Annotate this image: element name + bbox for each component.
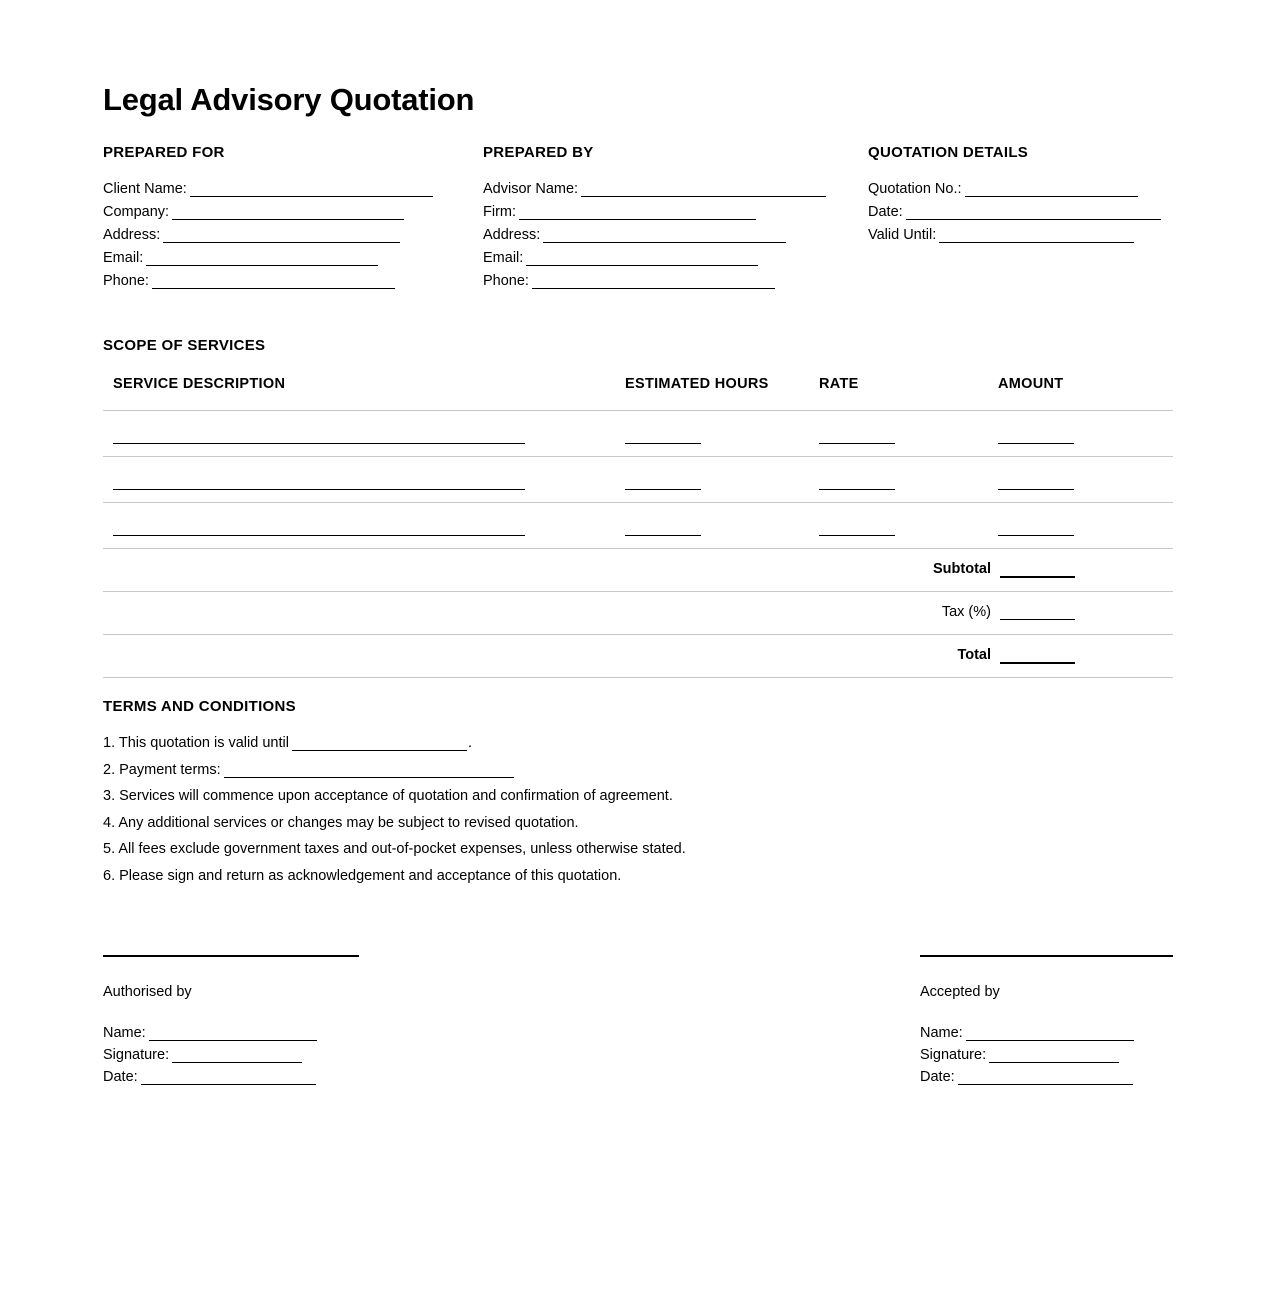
field-input-line[interactable] [965, 183, 1138, 197]
services-table [103, 376, 1173, 678]
service-description-input[interactable] [113, 535, 525, 536]
field-input-line[interactable] [141, 1071, 316, 1085]
terms-and-conditions-heading: TERMS AND CONDITIONS [103, 698, 296, 715]
service-description-input[interactable] [113, 443, 525, 444]
prepared-for-fields [103, 178, 483, 293]
form-field [920, 1066, 1173, 1088]
field-input-line[interactable] [543, 229, 786, 243]
form-field [483, 201, 868, 224]
services-table-header [103, 376, 1173, 411]
field-label: Phone: [103, 273, 149, 289]
term-text-suffix: . [467, 735, 472, 751]
form-field [103, 201, 483, 224]
totals-row [103, 592, 1173, 635]
totals-row [103, 549, 1173, 592]
services-table-body [103, 411, 1173, 549]
quotation-details-block [868, 144, 1173, 247]
field-label: Quotation No.: [868, 181, 962, 197]
estimated-hours-input[interactable] [625, 535, 701, 536]
form-field [103, 247, 483, 270]
term-number: 5. [103, 841, 119, 857]
totals-row [103, 635, 1173, 678]
field-label: Email: [483, 250, 524, 266]
field-label: Address: [103, 227, 161, 243]
field-input-line[interactable] [906, 206, 1161, 220]
form-field [103, 270, 483, 293]
header-columns [103, 144, 1173, 309]
field-label: Client Name: [103, 181, 187, 197]
column-header-estimated-hours: ESTIMATED HOURS [625, 376, 769, 392]
prepared-by-block [483, 144, 868, 293]
totals-label: Tax (%) [941, 604, 991, 620]
field-input-line[interactable] [149, 1027, 317, 1041]
form-field [483, 224, 868, 247]
prepared-by-fields [483, 178, 868, 293]
column-header-amount: AMOUNT [998, 376, 1064, 392]
term-number: 2. [103, 761, 120, 778]
rate-input[interactable] [819, 535, 895, 536]
form-field [103, 224, 483, 247]
field-label: Signature: [103, 1047, 170, 1063]
amount-input[interactable] [998, 535, 1074, 536]
prepared-for-block [103, 144, 483, 293]
term-text: Any additional services or changes may be subject to revised quotation. [118, 814, 579, 831]
form-field [868, 224, 1173, 247]
field-input-line[interactable] [526, 252, 758, 266]
field-input-line[interactable] [532, 275, 775, 289]
form-field [103, 1022, 359, 1044]
field-label: Signature: [920, 1047, 987, 1063]
field-label: Company: [103, 204, 170, 220]
scope-of-services-heading: SCOPE OF SERVICES [103, 337, 266, 354]
field-input-line[interactable] [989, 1049, 1119, 1063]
amount-input[interactable] [998, 489, 1074, 490]
accepted-signature-block [920, 955, 1173, 1088]
form-field [483, 178, 868, 201]
term-input-line[interactable] [292, 737, 467, 751]
authorised-fields [103, 1022, 359, 1088]
field-label: Valid Until: [868, 227, 937, 243]
term-text: Payment terms: [119, 761, 221, 778]
accepted-by-label: Accepted by [920, 984, 1000, 1000]
quotation-details-heading: QUOTATION DETAILS [868, 144, 1029, 161]
term-item [103, 783, 1003, 810]
form-field [868, 178, 1173, 201]
term-text: This quotation is valid until [118, 735, 289, 751]
totals-label: Total [957, 647, 991, 663]
amount-input[interactable] [998, 443, 1074, 444]
signature-rule [103, 955, 359, 957]
term-number: 3. [103, 788, 120, 804]
estimated-hours-input[interactable] [625, 443, 701, 444]
term-text: Services will commence upon acceptance of quotation and confirmation of agreement. [119, 788, 673, 804]
form-field [103, 178, 483, 201]
form-field [868, 201, 1173, 224]
services-table-totals [103, 549, 1173, 678]
totals-value-input[interactable] [1000, 662, 1075, 664]
rate-input[interactable] [819, 489, 895, 490]
accepted-fields [920, 1022, 1173, 1088]
term-number: 1. [103, 735, 119, 751]
field-input-line[interactable] [958, 1071, 1133, 1085]
field-label: Email: [103, 250, 144, 266]
term-item [103, 836, 1003, 863]
field-label: Name: [920, 1025, 963, 1041]
field-label: Date: [920, 1069, 955, 1085]
term-text: Please sign and return as acknowledgement and acceptance of this quotation. [119, 867, 622, 884]
field-input-line[interactable] [190, 183, 433, 197]
field-input-line[interactable] [146, 252, 378, 266]
term-item [103, 730, 1003, 757]
totals-value-input[interactable] [1000, 576, 1075, 578]
field-label: Date: [868, 204, 903, 220]
prepared-for-heading: PREPARED FOR [103, 144, 225, 161]
page-title: Legal Advisory Quotation [103, 82, 475, 117]
table-row [103, 457, 1173, 503]
form-field [920, 1022, 1173, 1044]
field-input-line[interactable] [172, 206, 404, 220]
authorised-by-label: Authorised by [103, 984, 192, 1000]
field-input-line[interactable] [581, 183, 826, 197]
term-text: All fees exclude government taxes and out-of-pocket expenses, unless otherwise stated. [118, 841, 686, 857]
field-input-line[interactable] [939, 229, 1134, 243]
term-number: 4. [103, 814, 119, 831]
form-field [483, 247, 868, 270]
estimated-hours-input[interactable] [625, 489, 701, 490]
term-input-line[interactable] [224, 764, 514, 778]
table-row [103, 503, 1173, 549]
column-header-rate: RATE [819, 376, 859, 392]
term-item [103, 810, 1003, 837]
form-field [483, 270, 868, 293]
field-label: Name: [103, 1025, 146, 1041]
table-row [103, 411, 1173, 457]
form-field [103, 1066, 359, 1088]
field-label: Advisor Name: [483, 181, 579, 197]
field-input-line[interactable] [966, 1027, 1134, 1041]
field-label: Address: [483, 227, 541, 243]
field-input-line[interactable] [172, 1049, 302, 1063]
column-header-description: SERVICE DESCRIPTION [113, 376, 286, 392]
field-label: Date: [103, 1069, 138, 1085]
form-field [103, 1044, 359, 1066]
service-description-input[interactable] [113, 489, 525, 490]
quotation-details-fields [868, 178, 1173, 247]
field-input-line[interactable] [519, 206, 756, 220]
terms-list [103, 730, 1003, 889]
field-label: Phone: [483, 273, 529, 289]
form-field [920, 1044, 1173, 1066]
field-label: Firm: [483, 204, 517, 220]
authorised-signature-block [103, 955, 359, 1088]
totals-value-input[interactable] [1000, 619, 1075, 620]
term-item [103, 757, 1003, 784]
term-number: 6. [103, 867, 120, 884]
field-input-line[interactable] [163, 229, 400, 243]
signature-rule [920, 955, 1173, 957]
rate-input[interactable] [819, 443, 895, 444]
field-input-line[interactable] [152, 275, 395, 289]
term-item [103, 863, 1003, 890]
prepared-by-heading: PREPARED BY [483, 144, 594, 161]
totals-label: Subtotal [933, 561, 991, 577]
